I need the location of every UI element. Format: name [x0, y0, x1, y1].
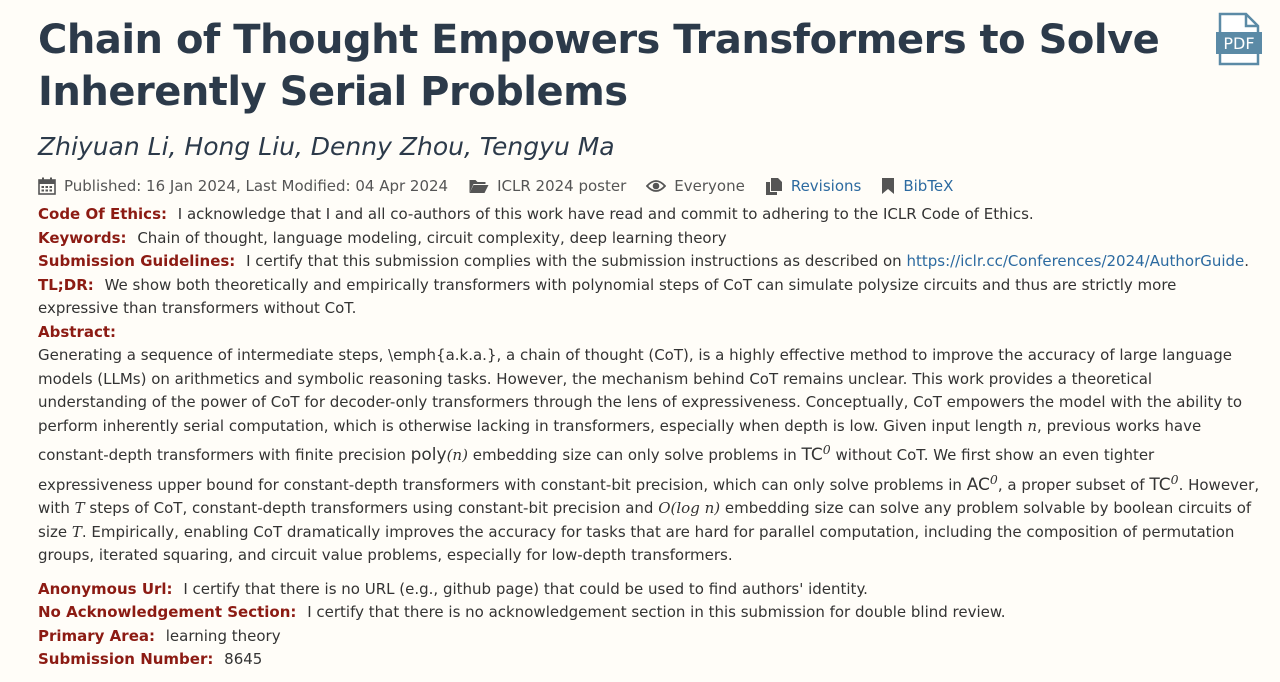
field-value: Chain of thought, language modeling, circuit complexity, deep learning theory	[137, 228, 727, 247]
revisions-link[interactable]: Revisions	[790, 177, 862, 195]
field-submission-number	[38, 648, 1260, 672]
field-primary-area	[38, 625, 1260, 649]
field-value: I certify that there is no acknowledgement section in this submission for double blind review.	[307, 603, 1006, 621]
forum-note	[38, 14, 1260, 672]
pdf-icon-label: PDF	[1223, 34, 1255, 53]
field-label: Anonymous Url:	[38, 579, 173, 598]
math-tc: TC	[801, 445, 823, 465]
field-anonymous-url	[38, 578, 1260, 602]
math-poly: poly	[410, 445, 447, 465]
folder-icon	[468, 177, 489, 195]
copy-icon	[765, 177, 783, 195]
meta-bar	[38, 175, 1260, 197]
field-tldr	[38, 274, 1260, 321]
field-value: I certify that this submission complies with the submission instructions as described on	[246, 252, 902, 270]
field-label: Submission Number:	[38, 650, 214, 668]
field-label: No Acknowledgement Section:	[38, 603, 297, 621]
paper-title: Chain of Thought Empowers Transformers to Solve Inherently Serial Problems	[38, 17, 1160, 115]
field-label: Abstract:	[38, 322, 117, 341]
calendar-icon	[38, 177, 56, 195]
field-label: Primary Area:	[38, 626, 155, 645]
field-label: Submission Guidelines:	[38, 252, 236, 270]
math-superscript: 0	[1170, 471, 1179, 487]
note-fields	[38, 203, 1260, 672]
field-keywords	[38, 227, 1260, 251]
meta-venue-text: ICLR 2024 poster	[497, 177, 627, 195]
meta-dates	[38, 177, 448, 195]
math-superscript: 0	[822, 442, 831, 457]
field-value: We show both theoretically and empirically transformers with polynomial steps of CoT can simulate polysize circuits and thus are strictly more expressive than transformers without CoT.	[38, 275, 1177, 317]
math-superscript: 0	[989, 471, 998, 487]
field-label: Keywords:	[38, 228, 127, 247]
field-value: learning theory	[165, 626, 281, 645]
meta-visibility	[646, 177, 745, 195]
field-no-acknowledgement	[38, 601, 1260, 625]
bibtex-link[interactable]: BibTeX	[903, 177, 954, 195]
math-t: T	[74, 499, 85, 517]
eye-icon	[646, 177, 666, 195]
field-abstract	[38, 321, 1260, 345]
math-poly-arg: (n)	[446, 446, 468, 464]
field-value: I certify that there is no URL (e.g., github page) that could be used to find authors' identity.	[183, 579, 868, 598]
meta-visibility-text: Everyone	[674, 177, 745, 195]
abstract-text: Generating a sequence of intermediate steps, \emph{a.k.a.}, a chain of thought (CoT), is a highly effective method to improve the accuracy of large language models (LLMs) on arithmetics and symbolic reasoning tasks. However, the mechanism behind CoT remains unclear. This work provides a theoretical understanding of the power of CoT for decoder-only transformers through the lens of expressiveness. Conceptually, CoT empowers the model with the ability to perform inherently serial computation, which is otherwise lacking in transformers, especially when depth is low. Given input length n, previous works have constant-depth transformers with finite precision poly(n) embedding size can only solve problems in $TC^0$ without CoT. We first show an even tighter expressiveness upper bound for constant-depth transformers with constant-bit precision, which can only solve problems in $AC^0$, a proper subset of $TC^0$. However, with T steps of CoT, constant-depth transformers using constant-bit precision and O(log n) embedding size can solve any problem solvable by boolean circuits of size T. Empirically, enabling CoT dramatically improves the accuracy for tasks that are hard for parallel computation, including the composition of permutation groups, iterated squaring, and circuit value problems, especially for low-depth transformers.	[38, 346, 1260, 564]
bookmark-icon	[881, 177, 895, 195]
math-t: T	[71, 522, 82, 541]
math-olog: O(log n)	[658, 499, 721, 517]
math-n: n	[1027, 416, 1038, 435]
field-code-of-ethics	[38, 203, 1260, 227]
meta-revisions[interactable]	[765, 177, 862, 195]
field-label: Code Of Ethics:	[38, 205, 168, 223]
field-submission-guidelines: Submission Guidelines: I certify that this submission complies with the submission instructions as described on https://iclr.cc/Conferences/2024/AuthorGuide.	[38, 252, 1250, 270]
field-value: 8645	[224, 650, 263, 668]
meta-bibtex[interactable]	[881, 177, 953, 195]
field-label: TL;DR:	[38, 275, 94, 294]
math-tc: TC	[1149, 474, 1171, 495]
meta-dates-text: Published: 16 Jan 2024, Last Modified: 04 Apr 2024	[64, 177, 449, 195]
author-guide-link[interactable]: https://iclr.cc/Conferences/2024/AuthorGuide	[906, 252, 1245, 270]
meta-venue	[468, 177, 626, 195]
paper-authors[interactable]: Zhiyuan Li, Hong Liu, Denny Zhou, Tengyu Ma	[38, 132, 615, 161]
field-value: I acknowledge that I and all co-authors of this work have read and commit to adhering to the ICLR Code of Ethics.	[177, 205, 1034, 223]
math-ac: AC	[966, 474, 990, 495]
